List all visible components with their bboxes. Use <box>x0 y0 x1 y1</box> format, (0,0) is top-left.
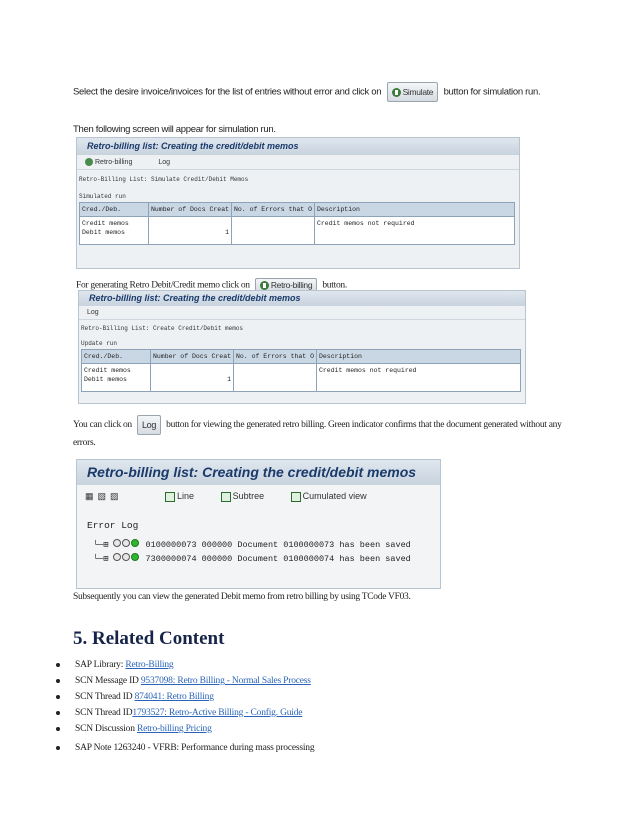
screen1-subtitle: Retro-Billing List: Simulate Credit/Debit Memos <box>79 176 249 183</box>
list-item: SCN Thread ID1793527: Retro-Active Billing - Config. Guide <box>56 705 314 721</box>
list-item: SCN Message ID 9537098: Retro Billing - Normal Sales Process <box>56 673 314 689</box>
scn-thread-link[interactable]: 874041: Retro Billing <box>134 692 214 702</box>
intro-text-after: button for simulation run. <box>443 86 541 98</box>
screen3-toolbar <box>77 485 440 508</box>
subtree-tool: Subtree <box>221 491 277 501</box>
screen2-subtitle: Retro-Billing List: Create Credit/Debit memos <box>81 325 244 332</box>
screen2-toolbar <box>79 306 525 320</box>
scn-thread-config-link[interactable]: 1793527: Retro-Active Billing - Config. Guide <box>132 708 303 718</box>
log-paragraph: You can click on Log button for viewing the generated retro billing. Green indicator confirms that the document generated without any errors. <box>73 415 563 451</box>
table-row: Debit memos 1 <box>82 376 521 392</box>
list-item: SAP Note 1263240 - VFRB: Performance during mass processing <box>56 740 314 756</box>
log-tool: Log <box>87 309 99 316</box>
cumulated-view-tool: Cumulated view <box>291 491 379 501</box>
intro-text: Select the desire invoice/invoices for the list of entries without error and click on <box>73 86 382 98</box>
simulation-screenshot <box>76 137 520 269</box>
screen3-title: Retro-billing list: Creating the credit/debit memos <box>77 460 440 485</box>
list-item: SCN Thread ID 874041: Retro Billing <box>56 689 314 705</box>
list-item: SCN Discussion Retro-billing Pricing <box>56 721 314 737</box>
tool-icons: ▦▧▨ <box>85 491 123 501</box>
error-log-screenshot <box>76 459 441 589</box>
list-item: └─⊞ 7300000074 000000 Document 0100000074 has been saved <box>93 553 411 564</box>
list-item: SAP Library: Retro-Billing <box>56 657 314 673</box>
retro-billing-paragraph: For generating Retro Debit/Credit memo click on Retro-billing button. <box>76 280 347 291</box>
screen2-table: Cred./Deb. Number of Docs Creat No. of Errors that O Description Credit memos Credit memos not required Debit memos 1 <box>81 349 521 392</box>
simulate-button-image: Simulate <box>387 82 439 102</box>
log-button-image: Log <box>137 415 161 435</box>
subsequent-paragraph: Subsequently you can view the generated Debit memo from retro billing by using TCode VF03. <box>73 592 411 602</box>
execute-icon <box>260 281 269 290</box>
table-row: Credit memos Credit memos not required <box>80 217 515 230</box>
simulation-intro: Then following screen will appear for simulation run. <box>73 124 276 135</box>
table-row: Debit memos 1 <box>80 229 515 245</box>
update-run-screenshot <box>78 290 526 404</box>
list-item: └─⊞ 0100000073 000000 Document 0100000073 has been saved <box>93 539 411 550</box>
line-icon <box>165 492 175 502</box>
scn-discussion-link[interactable]: Retro-billing Pricing <box>136 724 212 734</box>
execute-icon <box>392 88 401 97</box>
line-tool: Line <box>165 491 206 501</box>
log-entries <box>77 531 440 567</box>
execute-icon <box>85 158 93 166</box>
table-row: Credit memos Credit memos not required <box>82 364 521 377</box>
retro-billing-button-image: Retro-billing <box>255 278 317 292</box>
subtree-icon <box>221 492 231 502</box>
status-lights-icon <box>113 539 140 550</box>
intro-paragraph <box>73 82 573 102</box>
cumulated-view-icon <box>291 492 301 502</box>
scn-message-link[interactable]: 9537098: Retro Billing - Normal Sales Process <box>140 676 311 686</box>
related-content-list <box>56 657 314 756</box>
retro-billing-tool: Retro-billing <box>85 159 144 166</box>
screen2-title: Retro-billing list: Creating the credit/debit memos <box>79 291 525 306</box>
screen1-toolbar <box>77 155 519 170</box>
related-content-heading: 5. Related Content <box>73 628 225 649</box>
error-log-title: Error Log <box>87 520 139 531</box>
status-lights-icon <box>113 553 140 564</box>
screen1-table: Cred./Deb. Number of Docs Creat No. of Errors that O Description Credit memos Credit memos not required Debit memos 1 <box>79 202 515 245</box>
retro-billing-link[interactable]: Retro-Billing <box>125 660 174 670</box>
screen2-section: Update run <box>81 340 118 347</box>
screen1-section: Simulated run <box>79 193 126 200</box>
screen1-title: Retro-billing list: Creating the credit/debit memos <box>77 138 519 155</box>
log-tool: Log <box>158 158 170 166</box>
